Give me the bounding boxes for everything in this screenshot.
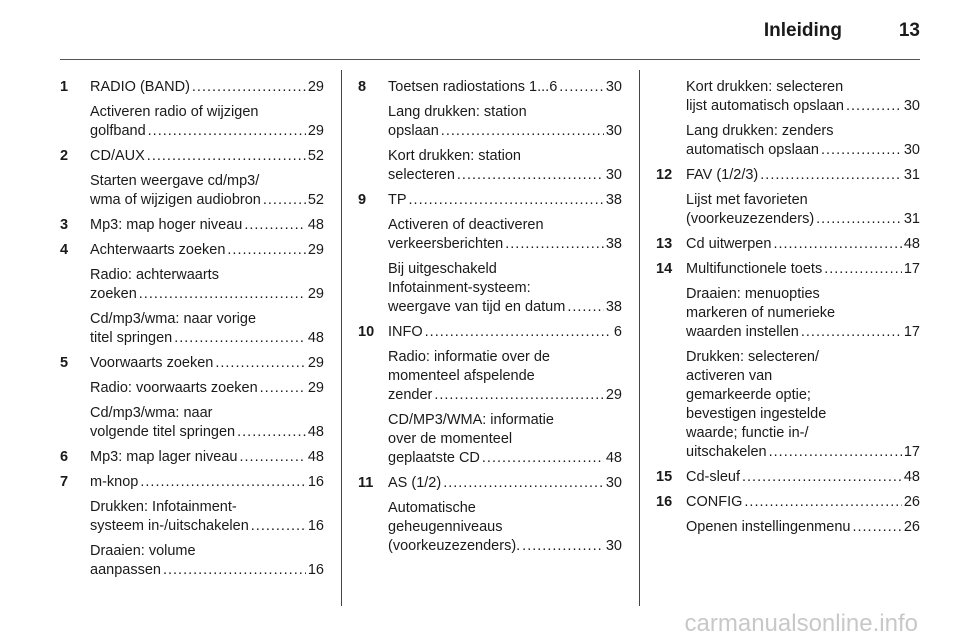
entry-text: zoeken (90, 286, 137, 302)
leader-line (686, 323, 920, 342)
entry-text: TP (388, 192, 407, 208)
page-ref: 26 (903, 519, 920, 535)
sub-entry-line: Starten weergave cd/mp3/ (90, 173, 260, 189)
leader-line (686, 260, 920, 279)
sub-entry (656, 122, 920, 160)
leader-line (90, 216, 324, 235)
page-ref: 29 (307, 380, 324, 396)
leader-line (90, 561, 324, 580)
sub-entry-line: Drukken: selecteren/ (686, 349, 819, 365)
sub-entry-line: Activeren radio of wijzigen (90, 104, 259, 120)
leader-line (388, 166, 622, 185)
leader-line (388, 474, 622, 493)
page-ref: 30 (605, 123, 622, 139)
sub-entry-line: Kort drukken: selecteren (686, 79, 844, 95)
column-divider-1 (341, 70, 342, 606)
dot-leader (505, 235, 604, 254)
leader-line (90, 241, 324, 260)
sub-entry (656, 285, 920, 342)
page-ref: 30 (605, 167, 622, 183)
entry-text: CONFIG (686, 494, 743, 510)
page-ref: 17 (903, 444, 920, 460)
sub-entry (60, 379, 324, 398)
sub-entry-line: Draaien: volume (90, 543, 196, 559)
dot-leader (846, 97, 902, 116)
page-ref: 48 (903, 469, 920, 485)
dot-leader (251, 517, 306, 536)
entry-number: 12 (656, 167, 673, 183)
watermark: carmanualsonline.info (684, 610, 918, 637)
entry-number: 11 (358, 475, 374, 491)
page-ref: 38 (605, 192, 622, 208)
page-ref: 48 (307, 449, 324, 465)
sub-entry-line: Bij uitgeschakeld (388, 261, 497, 277)
sub-entry-line: Kort drukken: station (388, 148, 521, 164)
sub-entry-line: Radio: achterwaarts (90, 267, 219, 283)
sub-entry-line: momenteel afspelende (388, 368, 535, 384)
entry-text: systeem in-/uitschakelen (90, 518, 249, 534)
leader-line (90, 517, 324, 536)
sub-entry (60, 266, 324, 304)
sub-entry (60, 498, 324, 536)
page-ref: 6 (613, 324, 622, 340)
leader-line (686, 97, 920, 116)
sub-entry (656, 78, 920, 116)
index-entry (60, 354, 324, 373)
sub-entry-line: Cd/mp3/wma: naar (90, 405, 213, 421)
dot-leader (443, 474, 604, 493)
sub-entry (358, 499, 622, 556)
sub-entry-line: Drukken: Infotainment- (90, 499, 237, 515)
entry-number: 4 (60, 242, 69, 258)
index-entry (656, 235, 920, 254)
leader-line (90, 379, 324, 398)
index-entry (60, 78, 324, 97)
dot-leader (801, 323, 902, 342)
entry-text: RADIO (BAND) (90, 79, 190, 95)
entry-text: aanpassen (90, 562, 161, 578)
index-column-2 (358, 78, 622, 562)
sub-entry (60, 103, 324, 141)
index-entry (358, 323, 622, 342)
page-ref: 29 (307, 242, 324, 258)
entry-text: Mp3: map lager niveau (90, 449, 238, 465)
page-ref: 29 (307, 123, 324, 139)
entry-text: Radio: voorwaarts zoeken (90, 380, 258, 396)
entry-text: Toetsen radiostations 1...6 (388, 79, 558, 95)
sub-entry-line: Activeren of deactiveren (388, 217, 544, 233)
entry-text: (voorkeuzezenders) (686, 211, 815, 227)
sub-entry-line: Lang drukken: zenders (686, 123, 834, 139)
dot-leader (773, 235, 901, 254)
leader-line (686, 141, 920, 160)
entry-text: INFO (388, 324, 423, 340)
page-header (0, 0, 960, 60)
entry-text: opslaan (388, 123, 439, 139)
dot-leader (567, 298, 604, 317)
entry-text: weergave van tijd en datum (388, 299, 566, 315)
dot-leader (425, 323, 612, 342)
index-column-3 (656, 78, 920, 543)
page-ref: 29 (605, 387, 622, 403)
leader-line (686, 166, 920, 185)
dot-leader (821, 141, 902, 160)
page-ref: 16 (307, 562, 324, 578)
page-ref: 16 (307, 518, 324, 534)
leader-line (388, 78, 622, 97)
leader-line (90, 329, 324, 348)
entry-number: 8 (358, 79, 367, 95)
dot-leader (441, 122, 604, 141)
page-ref: 29 (307, 355, 324, 371)
index-entry (656, 493, 920, 512)
dot-leader (559, 78, 604, 97)
entry-text: lijst automatisch opslaan (686, 98, 844, 114)
leader-line (90, 122, 324, 141)
leader-line (686, 468, 920, 487)
sub-entry (656, 518, 920, 537)
page-ref: 31 (903, 211, 920, 227)
entry-text: Mp3: map hoger niveau (90, 217, 243, 233)
page-ref: 52 (307, 148, 324, 164)
sub-entry (656, 191, 920, 229)
sub-entry (60, 172, 324, 210)
leader-line (388, 122, 622, 141)
page-ref: 31 (903, 167, 920, 183)
entry-number: 9 (358, 192, 367, 208)
leader-line (90, 147, 324, 166)
dot-leader (240, 448, 306, 467)
dot-leader (760, 166, 902, 185)
dot-leader (260, 379, 306, 398)
entry-number: 13 (656, 236, 673, 252)
leader-line (686, 443, 920, 462)
dot-leader (824, 260, 902, 279)
leader-line (686, 235, 920, 254)
entry-text: Cd uitwerpen (686, 236, 772, 252)
entry-text: verkeersberichten (388, 236, 504, 252)
entry-text: zender (388, 387, 433, 403)
leader-line (90, 78, 324, 97)
leader-line (388, 449, 622, 468)
dot-leader (742, 468, 902, 487)
page-ref: 48 (307, 217, 324, 233)
page-ref: 30 (605, 79, 622, 95)
entry-text: geplaatste CD (388, 450, 480, 466)
leader-line (388, 298, 622, 317)
leader-line (388, 537, 622, 556)
sub-entry-line: markeren of numerieke (686, 305, 836, 321)
entry-number: 2 (60, 148, 69, 164)
dot-leader (434, 386, 604, 405)
leader-line (90, 473, 324, 492)
sub-entry-line: Radio: informatie over de (388, 349, 550, 365)
entry-text: Openen instellingenmenu (686, 519, 851, 535)
page-ref: 30 (605, 538, 622, 554)
index-entry (358, 474, 622, 493)
sub-entry (60, 404, 324, 442)
dot-leader (244, 216, 306, 235)
entry-text: FAV (1/2/3) (686, 167, 759, 183)
sub-entry-line: Lijst met favorieten (686, 192, 808, 208)
entry-text: (voorkeuzezenders). (388, 538, 521, 554)
entry-number: 3 (60, 217, 69, 233)
page-ref: 17 (903, 261, 920, 277)
dot-leader (852, 518, 901, 537)
entry-text: wma of wijzigen audiobron (90, 192, 261, 208)
leader-line (388, 191, 622, 210)
sub-entry (358, 260, 622, 317)
entry-number: 16 (656, 494, 673, 510)
sub-entry (60, 542, 324, 580)
page-ref: 30 (605, 475, 622, 491)
sub-entry-line: bevestigen ingestelde (686, 406, 827, 422)
page-ref: 30 (903, 142, 920, 158)
sub-entry-line: over de momenteel (388, 431, 513, 447)
dot-leader (215, 354, 306, 373)
entry-text: Achterwaarts zoeken (90, 242, 226, 258)
index-entry (656, 260, 920, 279)
dot-leader (263, 191, 306, 210)
sub-entry-line: Lang drukken: station (388, 104, 527, 120)
sub-entry-line: waarde; functie in-/ (686, 425, 809, 441)
entry-number: 1 (60, 79, 69, 95)
index-entry (60, 473, 324, 492)
sub-entry-line: Infotainment-systeem: (388, 280, 531, 296)
sub-entry (358, 348, 622, 405)
dot-leader (457, 166, 604, 185)
index-entry (358, 78, 622, 97)
page-ref: 29 (307, 79, 324, 95)
dot-leader (816, 210, 902, 229)
index-entry (656, 468, 920, 487)
entry-text: selecteren (388, 167, 455, 183)
dot-leader (227, 241, 305, 260)
page-ref: 48 (903, 236, 920, 252)
leader-line (90, 191, 324, 210)
page-number: 13 (898, 20, 920, 41)
page-ref: 48 (307, 424, 324, 440)
leader-line (686, 210, 920, 229)
leader-line (90, 448, 324, 467)
dot-leader (147, 147, 306, 166)
page-ref: 30 (903, 98, 920, 114)
dot-leader (163, 561, 306, 580)
dot-leader (139, 285, 306, 304)
sub-entry (358, 216, 622, 254)
entry-text: CD/AUX (90, 148, 145, 164)
index-entry (358, 191, 622, 210)
dot-leader (140, 473, 306, 492)
index-entry (60, 216, 324, 235)
page-ref: 48 (605, 450, 622, 466)
entry-number: 10 (358, 324, 375, 340)
dot-leader (409, 191, 604, 210)
leader-line (686, 493, 920, 512)
entry-text: titel springen (90, 330, 173, 346)
index-entry (60, 241, 324, 260)
entry-text: Multifunctionele toets (686, 261, 823, 277)
page-ref: 48 (307, 330, 324, 346)
sub-entry (60, 310, 324, 348)
section-title: Inleiding (763, 20, 842, 41)
entry-text: Voorwaarts zoeken (90, 355, 214, 371)
entry-text: golfband (90, 123, 146, 139)
entry-number: 15 (656, 469, 673, 485)
sub-entry-line: Draaien: menuopties (686, 286, 820, 302)
index-column-1 (60, 78, 324, 586)
leader-line (388, 386, 622, 405)
page-ref: 17 (903, 324, 920, 340)
page-ref: 16 (307, 474, 324, 490)
entry-text: m-knop (90, 474, 139, 490)
index-entry (60, 448, 324, 467)
page-ref: 52 (307, 192, 324, 208)
entry-number: 14 (656, 261, 673, 277)
dot-leader (482, 449, 604, 468)
leader-line (686, 518, 920, 537)
dot-leader (237, 423, 306, 442)
page-ref: 26 (903, 494, 920, 510)
entry-text: waarden instellen (686, 324, 799, 340)
dot-leader (522, 537, 604, 556)
sub-entry-line: CD/MP3/WMA: informatie (388, 412, 554, 428)
entry-text: volgende titel springen (90, 424, 236, 440)
dot-leader (192, 78, 306, 97)
column-divider-2 (639, 70, 640, 606)
entry-number: 5 (60, 355, 69, 371)
leader-line (90, 423, 324, 442)
sub-entry (358, 147, 622, 185)
header-rule (60, 59, 920, 60)
entry-text: automatisch opslaan (686, 142, 819, 158)
sub-entry-line: activeren van (686, 368, 773, 384)
sub-entry-line: Cd/mp3/wma: naar vorige (90, 311, 257, 327)
entry-text: AS (1/2) (388, 475, 442, 491)
sub-entry-line: geheugenniveaus (388, 519, 503, 535)
leader-line (388, 323, 622, 342)
sub-entry (358, 103, 622, 141)
entry-text: uitschakelen (686, 444, 767, 460)
entry-number: 6 (60, 449, 69, 465)
dot-leader (174, 329, 306, 348)
leader-line (90, 285, 324, 304)
leader-line (388, 235, 622, 254)
entry-text: Cd-sleuf (686, 469, 740, 485)
dot-leader (744, 493, 901, 512)
sub-entry (656, 348, 920, 462)
sub-entry-line: gemarkeerde optie; (686, 387, 811, 403)
dot-leader (769, 443, 902, 462)
sub-entry-line: Automatische (388, 500, 476, 516)
sub-entry (358, 411, 622, 468)
page-ref: 38 (605, 236, 622, 252)
page-ref: 38 (605, 299, 622, 315)
entry-number: 7 (60, 474, 69, 490)
page-ref: 29 (307, 286, 324, 302)
leader-line (90, 354, 324, 373)
index-entry (60, 147, 324, 166)
index-entry (656, 166, 920, 185)
dot-leader (148, 122, 306, 141)
